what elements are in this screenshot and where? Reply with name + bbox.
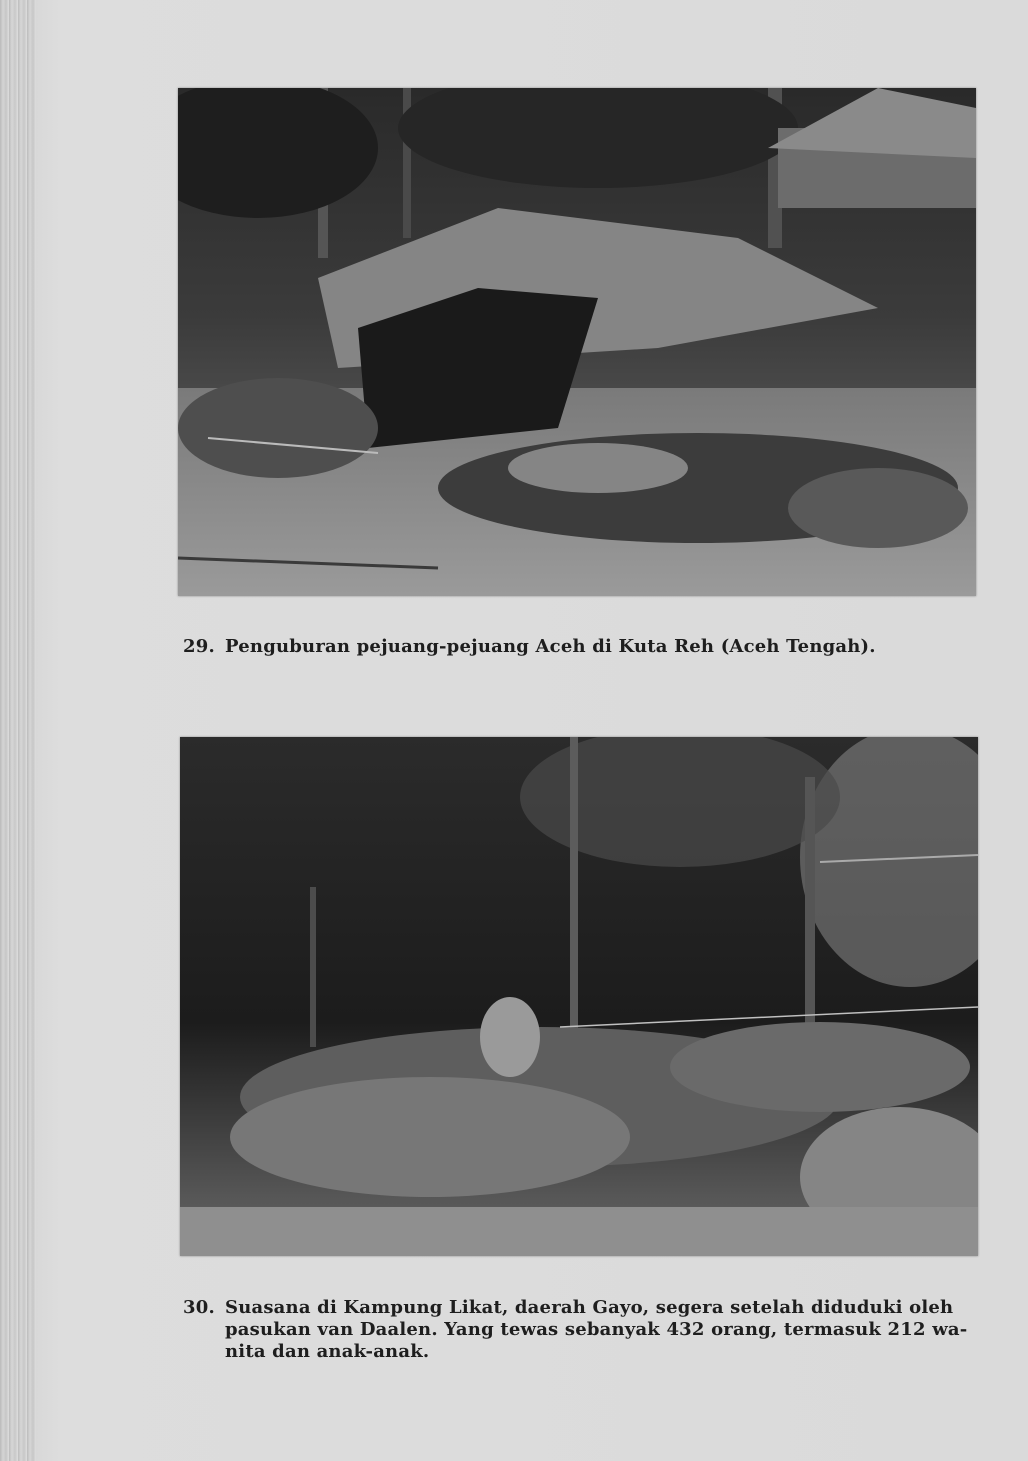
photo-kampung-likat <box>180 737 978 1256</box>
caption-line: pasukan van Daalen. Yang tewas sebanyak 432 orang, termasuk 212 wa- <box>225 1319 968 1340</box>
caption-number: 30. <box>183 1297 215 1318</box>
photo-burial-kuta-reh <box>178 88 976 596</box>
caption-number: 29. <box>183 636 215 657</box>
photo-29-image <box>178 88 976 596</box>
book-spine <box>0 0 36 1461</box>
photo-30-image <box>180 737 978 1256</box>
caption-text <box>225 1297 981 1363</box>
caption-line: nita dan anak-anak. <box>225 1341 430 1362</box>
show-through-shadow <box>160 668 960 728</box>
caption-text: Penguburan pejuang-pejuang Aceh di Kuta Reh (Aceh Tengah). <box>225 636 876 657</box>
caption-line: Suasana di Kampung Likat, daerah Gayo, segera setelah diduduki oleh <box>225 1297 954 1318</box>
caption-photo-29 <box>183 636 983 658</box>
